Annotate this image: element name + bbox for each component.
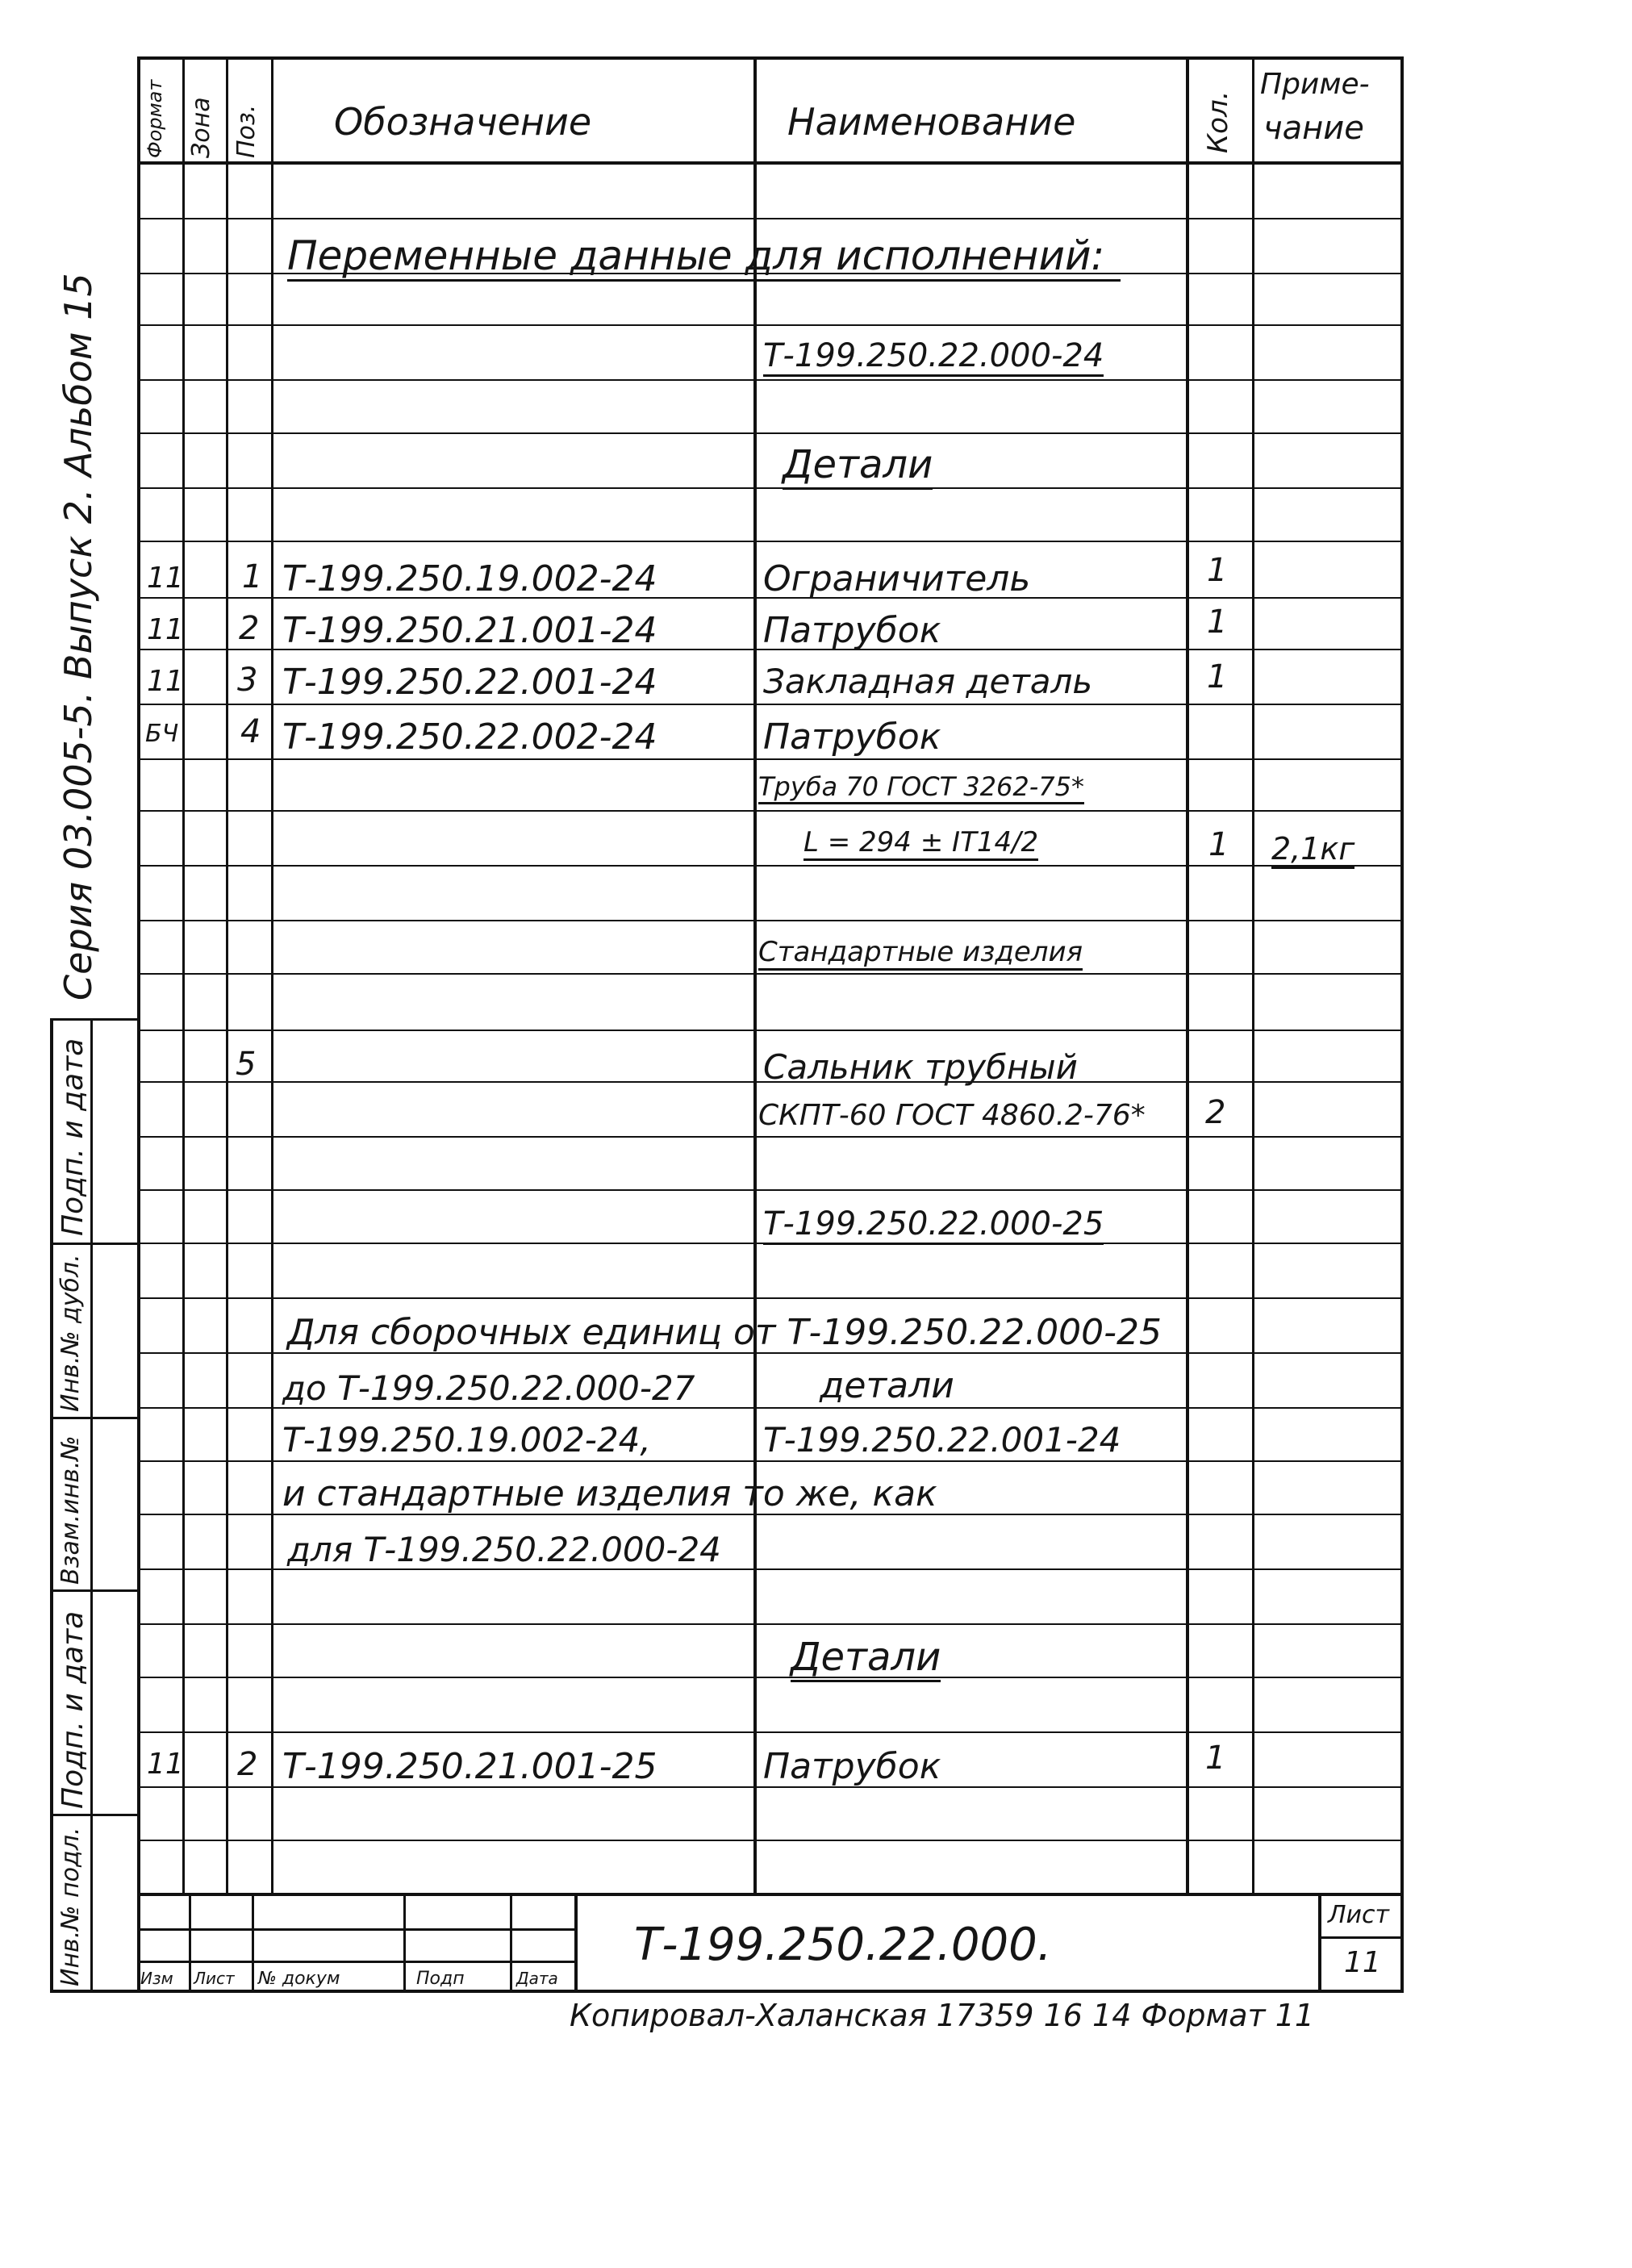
row5-name: Патрубок <box>763 610 941 651</box>
header-note-2: чание <box>1263 110 1364 147</box>
row-rule <box>137 541 1404 542</box>
stamp-dup-inv: Инв.№ дубл. <box>56 1254 85 1412</box>
header-qty: Кол. <box>1202 90 1234 153</box>
row20-qty: 1 <box>1205 1740 1226 1777</box>
row6-designation: Т-199.250.22.001-24 <box>282 662 657 703</box>
header-pos: Поз. <box>232 104 261 158</box>
sheet-number: 11 <box>1344 1946 1381 1979</box>
row9-mass: 2,1кг <box>1271 831 1354 869</box>
parts-heading-1: Детали <box>783 442 933 490</box>
row-rule <box>137 920 1404 921</box>
header-note-1: Приме- <box>1260 68 1370 101</box>
stamp-sign-date-1: Подп. и дата <box>56 1038 90 1236</box>
tb-col-date: Дата <box>516 1969 558 1988</box>
row-rule <box>137 487 1404 489</box>
row16-designation: Т-199.250.19.002-24, <box>282 1420 651 1460</box>
tb-col-docnum: № докум <box>258 1969 340 1989</box>
row14-text: Для сборочных единиц от Т-199.250.22.000-25 <box>287 1312 1162 1353</box>
row-rule <box>137 1677 1404 1678</box>
row4-pos: 1 <box>242 558 263 595</box>
row6-format: 11 <box>147 665 184 698</box>
variant-25-title: Т-199.250.22.000-25 <box>763 1205 1104 1245</box>
row-rule <box>137 1189 1404 1191</box>
tb-col-sheet: Лист <box>194 1969 235 1988</box>
row20-name: Патрубок <box>763 1746 941 1787</box>
stamp-sign-date-2: Подп. и дата <box>56 1610 90 1809</box>
row-rule <box>137 1731 1404 1733</box>
row7-designation: Т-199.250.22.002-24 <box>282 716 657 758</box>
row-rule <box>137 432 1404 434</box>
row7-name: Патрубок <box>763 716 941 758</box>
row-rule <box>137 379 1404 381</box>
row9-qty: 1 <box>1208 826 1229 863</box>
row-rule <box>137 1136 1404 1138</box>
row18-text: для Т-199.250.22.000-24 <box>287 1530 721 1569</box>
sheet-label: Лист <box>1328 1901 1390 1929</box>
std-items-heading: Стандартные изделия <box>758 936 1083 971</box>
header-designation: Обозначение <box>334 100 592 144</box>
row4-qty: 1 <box>1207 552 1228 589</box>
row-rule <box>137 1030 1404 1031</box>
row12-qty: 2 <box>1205 1094 1226 1131</box>
row-rule <box>137 704 1404 705</box>
section-title-variable-data: Переменные данные для исполнений: <box>287 232 1121 282</box>
stamp-replace-inv: Взам.инв.№ <box>56 1435 85 1585</box>
tb-col-change: Изм <box>140 1969 173 1988</box>
row-rule <box>137 1460 1404 1462</box>
doc-code: Т-199.250.22.000. <box>634 1919 1052 1971</box>
tb-col-sign: Подп <box>416 1969 465 1989</box>
row9-length: L = 294 ± IT14/2 <box>803 826 1038 861</box>
row6-pos: 3 <box>237 662 258 699</box>
series-label: Серия 03.005-5. Выпуск 2. Альбом 15 <box>56 273 100 1000</box>
header-format: Формат <box>144 79 166 158</box>
row12-name: СКПТ-60 ГОСТ 4860.2-76* <box>758 1099 1146 1132</box>
row-rule <box>137 758 1404 760</box>
row20-format: 11 <box>147 1748 184 1781</box>
row6-qty: 1 <box>1207 658 1228 695</box>
row5-pos: 2 <box>239 610 260 647</box>
row15-name: детали <box>820 1365 954 1406</box>
row4-designation: Т-199.250.19.002-24 <box>282 558 657 599</box>
row15-designation: до Т-199.250.22.000-27 <box>282 1368 695 1408</box>
header-zone: Зона <box>187 97 215 158</box>
row5-format: 11 <box>147 613 184 646</box>
row16-name: Т-199.250.22.001-24 <box>763 1420 1121 1460</box>
row11-name: Сальник трубный <box>763 1047 1078 1087</box>
row-rule <box>137 810 1404 812</box>
header-name: Наименование <box>787 100 1076 144</box>
row5-designation: Т-199.250.21.001-24 <box>282 610 657 651</box>
row6-name: Закладная деталь <box>763 662 1093 701</box>
row-rule <box>137 218 1404 219</box>
row20-pos: 2 <box>237 1746 258 1783</box>
row4-name: Ограничитель <box>763 558 1031 599</box>
row11-pos: 5 <box>236 1046 257 1083</box>
variant-24-title: Т-199.250.22.000-24 <box>763 337 1104 377</box>
footer-note: Копировал-Халанская 17359 16 14 Формат 11 <box>570 1998 1315 2033</box>
row8-pipe: Труба 70 ГОСТ 3262-75* <box>758 771 1084 804</box>
row7-pos: 4 <box>240 713 261 750</box>
row-rule <box>137 1297 1404 1299</box>
row-rule <box>137 1623 1404 1625</box>
row17-text: и стандартные изделия то же, как <box>282 1473 937 1514</box>
row4-format: 11 <box>147 562 184 595</box>
row20-designation: Т-199.250.21.001-25 <box>282 1746 657 1787</box>
parts-heading-2: Детали <box>791 1635 941 1682</box>
stamp-orig-inv: Инв.№ подл. <box>56 1827 85 1986</box>
row-rule <box>137 1840 1404 1841</box>
row7-format: БЧ <box>145 720 179 748</box>
row5-qty: 1 <box>1207 604 1228 641</box>
row-rule <box>137 865 1404 867</box>
row-rule <box>137 973 1404 975</box>
row-rule <box>137 324 1404 326</box>
